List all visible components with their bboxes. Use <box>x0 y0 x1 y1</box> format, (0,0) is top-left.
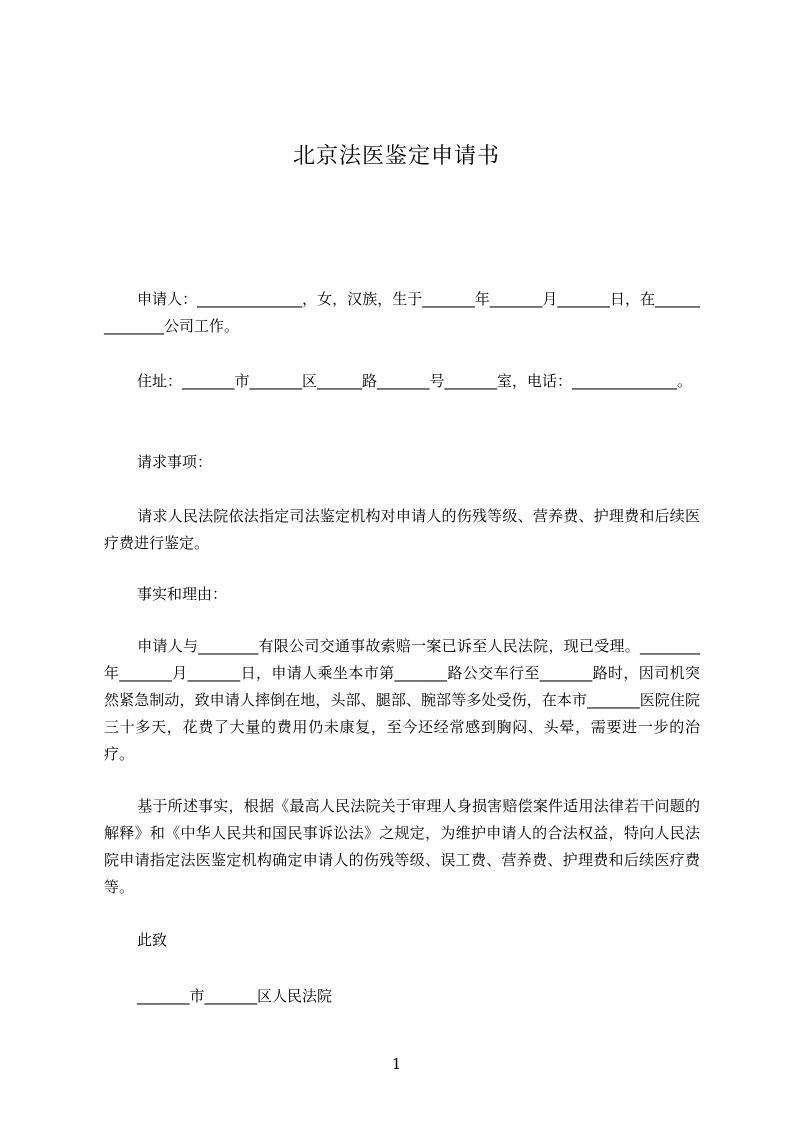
request-paragraph <box>104 503 700 557</box>
page-number: 1 <box>391 1055 402 1073</box>
salutation-text: 此致 <box>137 931 168 949</box>
facts-text: 申请人与________有限公司交通事故索赔一案已诉至人民法院，现已受理。________年_______月_______日，申请人乘坐本市第_______路公交车行至_______路时，因司机突然紧急制动，致申请人摔倒在地，头部、腿部、腕部等多处受伤，在本市_______医院住院三十多天，花费了大量的费用仍未康复，至今还经常感到胸闷、头晕，需要进一步的治疗。 <box>104 637 700 763</box>
salutation <box>104 927 700 954</box>
basis-paragraph <box>104 793 700 901</box>
request-text: 请求人民法院依法指定司法鉴定机构对申请人的伤残等级、营养费、护理费和后续医疗费进行鉴定。 <box>104 507 700 552</box>
facts-heading-text: 事实和理由： <box>137 585 228 603</box>
facts-paragraph <box>104 633 700 768</box>
request-heading-text: 请求事项： <box>137 453 213 471</box>
address-text: 住址：_______市_______区______路_______号_______室，电话：______________。 <box>137 372 693 390</box>
court-addressee-text: _______市_______区人民法院 <box>137 987 333 1005</box>
address-paragraph <box>104 368 700 395</box>
document-title: 北京法医鉴定申请书 <box>292 144 500 169</box>
applicant-info-paragraph <box>104 286 700 340</box>
court-addressee <box>104 983 700 1010</box>
request-heading <box>104 449 700 476</box>
basis-text: 基于所述事实，根据《最高人民法院关于审理人身损害赔偿案件适用法律若干问题的解释》和《中华人民共和国民事诉讼法》之规定，为维护申请人的合法权益，特向人民法院申请指定法医鉴定机构确定申请人的伤残等级、误工费、营养费、护理费和后续医疗费等。 <box>104 797 700 896</box>
applicant-info-text: 申请人：______________，女，汉族，生于_______年_______月_______日，在______________公司工作。 <box>104 290 700 335</box>
facts-heading <box>104 581 700 608</box>
